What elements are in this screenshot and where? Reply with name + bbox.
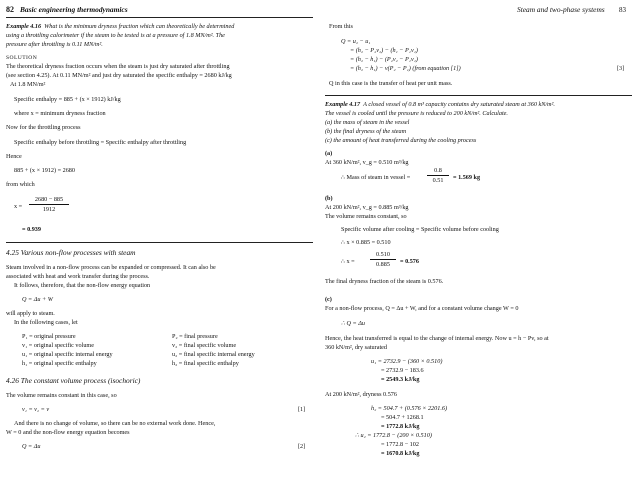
denominator: 1912 <box>42 206 56 213</box>
definition: v₂ = final specific volume <box>172 342 237 349</box>
equation-line: ∴ u₂ = 1772.8 − (200 × 0.510) <box>355 432 432 439</box>
text-line: W = 0 and the non-flow energy equation becomes <box>6 429 130 436</box>
equation-number: [3] <box>617 65 625 72</box>
numerator: 0.8 <box>434 167 442 174</box>
definition: h₁ = original specific enthalpy <box>22 360 97 367</box>
text-line: from which <box>6 181 35 188</box>
fraction <box>427 167 449 184</box>
equation-line: = 1772.8 − 102 <box>381 441 419 448</box>
equation-line: = (h₂ − P₂v₂) − (h₁ − P₁v₁) <box>350 47 418 54</box>
equation-line: = (h₂ − h₁) − v(P₂ − P₁) (from equation [1]) <box>350 65 461 72</box>
text-line: where x = minimum dryness fraction <box>14 110 106 117</box>
answer: = 1670.8 kJ/kg <box>381 450 420 457</box>
text-line: Now for the throttling process <box>6 124 81 131</box>
running-head: Basic engineering thermodynamics <box>20 5 128 14</box>
denominator: 0.51 <box>432 177 444 184</box>
equation-lhs: ∴ x = <box>341 258 355 265</box>
equation-number: [1] <box>298 406 306 413</box>
solution-heading: SOLUTION <box>6 55 38 61</box>
definition: u₂ = final specific internal energy <box>172 351 255 358</box>
text-line: associated with heat and work transfer during the process. <box>6 273 150 280</box>
equation-line: = 2732.9 − 183.6 <box>381 367 424 374</box>
answer: = 1.569 kg <box>453 174 481 181</box>
equation-line: Specific enthalpy before throttling = Specific enthalpy after throttling <box>14 139 187 146</box>
question-line: using a throttling calorimeter if the steam to be tested is at a pressure of 1.8 MN/m². The <box>6 32 225 39</box>
definition: h₂ = final specific enthalpy <box>172 360 239 367</box>
example-label: Example 4.16 <box>6 23 42 30</box>
answer: = 0.576 <box>400 258 419 265</box>
equation-lhs: x = <box>14 203 23 210</box>
equation-line: ∴ Q = Δu <box>341 320 365 327</box>
right-page <box>319 0 638 492</box>
text-line: And there is no change of volume, so there can be no external work done. Hence, <box>14 420 216 427</box>
text-line: The final dryness fraction of the steam is 0.576. <box>325 278 444 285</box>
part-label: (a) <box>325 150 333 157</box>
text-line: At 1.8 MN/m² <box>10 81 46 88</box>
numerator: 2680 − 885 <box>34 196 64 203</box>
question-item: (a) the mass of steam in the vessel <box>325 119 410 126</box>
page-number: 82 <box>6 5 14 14</box>
question-line: The vessel is cooled until the pressure is reduced to 200 kN/m². Calculate. <box>325 110 508 117</box>
answer: = 1772.8 kJ/kg <box>381 423 420 430</box>
equation-line: Q = Δu + W <box>22 296 53 303</box>
text-line: Steam involved in a non-flow process can be expanded or compressed. It can also be <box>6 264 216 271</box>
text-line: At 360 kN/m², v_g = 0.510 m³/kg <box>325 159 409 166</box>
text-line: Q in this case is the transfer of heat per unit mass. <box>329 80 453 87</box>
running-head: Steam and two-phase systems <box>517 5 605 14</box>
example-label: Example 4.17 <box>325 101 361 108</box>
text-line: will apply to steam. <box>6 310 55 317</box>
answer: = 0.939 <box>22 226 41 233</box>
part-label: (b) <box>325 195 333 202</box>
equation-line: u₁ = 2732.9 − (360 × 0.510) <box>371 358 443 365</box>
section-rule <box>325 95 632 96</box>
question-item: (b) the final dryness of the steam <box>325 128 407 135</box>
text-line: 360 kN/m², dry saturated <box>325 344 387 351</box>
question-line: pressure after throttling is 0.11 MN/m². <box>6 41 103 48</box>
part-label: (c) <box>325 296 332 303</box>
answer: = 2549.3 kJ/kg <box>381 376 420 383</box>
section-rule <box>6 242 313 243</box>
equation-line: 885 + (x × 1912) = 2680 <box>14 167 75 174</box>
text-line: The volume remains constant in this case, so <box>6 392 117 399</box>
numerator: 0.510 <box>376 251 390 258</box>
equation-line: = (h₂ − h₁) − (P₂v₂ − P₁v₁) <box>350 56 418 63</box>
denominator: 0.885 <box>376 261 390 268</box>
fraction <box>370 251 396 268</box>
equation-line: Specific enthalpy = 885 + (x × 1912) kJ/kg <box>14 96 121 103</box>
equation-line: ∴ x × 0.885 = 0.510 <box>341 239 391 246</box>
text-line: The theoretical dryness fraction occurs when the steam is just dry saturated after throttling <box>6 63 230 70</box>
equation-number: [2] <box>298 443 306 450</box>
text-line: (see section 4.25). At 0.11 MN/m² and just dry saturated the specific enthalpy = 2680 kJ/kg <box>6 72 232 79</box>
equation-line: Specific volume after cooling = Specific volume before cooling <box>341 226 499 233</box>
definition: P₁ = original pressure <box>22 333 76 340</box>
text-line: Hence <box>6 153 22 160</box>
fraction <box>29 196 69 213</box>
text-line: From this <box>329 23 353 30</box>
question-item: (c) the amount of heat transferred during the cooling process <box>325 137 477 144</box>
header-rule <box>6 17 313 18</box>
text-line: The volume remains constant, so <box>325 213 407 220</box>
question-line: A closed vessel of 0.8 m³ capacity contains dry saturated steam at 360 kN/m². <box>363 101 555 108</box>
definition: u₁ = original specific internal energy <box>22 351 113 358</box>
question-line: What is the minimum dryness fraction which can theoretically be determined <box>44 23 235 30</box>
section-title: 4.25 Various non-flow processes with steam <box>6 248 136 257</box>
equation-lhs: ∴ Mass of steam in vessel = <box>341 174 411 181</box>
equation-line: h₂ = 504.7 + (0.576 × 2201.6) <box>371 405 448 412</box>
text-line: At 200 kN/m², dryness 0.576 <box>325 391 397 398</box>
equation-line: Q = u₂ − u₁ <box>341 38 371 45</box>
text-line: It follows, therefore, that the non-flow energy equation <box>14 282 151 289</box>
equation-line: Q = Δu <box>22 443 41 450</box>
definition: v₁ = original specific volume <box>22 342 94 349</box>
definition: P₂ = final pressure <box>172 333 218 340</box>
page-number: 83 <box>619 6 626 14</box>
equation-line: v₁ = v₂ = v <box>22 406 50 413</box>
text-line: In the following cases, let <box>14 319 78 326</box>
text-line: At 200 kN/m², v_g = 0.885 m³/kg <box>325 204 409 211</box>
text-line: Hence, the heat transferred is equal to the change of internal energy. Now u = h − Pv, so at <box>325 335 549 342</box>
text-line: For a non-flow process, Q = Δu + W, and for a constant volume change W = 0 <box>325 305 519 312</box>
section-title: 4.26 The constant volume process (isochoric) <box>6 376 141 385</box>
equation-line: = 504.7 + 1268.1 <box>381 414 424 421</box>
